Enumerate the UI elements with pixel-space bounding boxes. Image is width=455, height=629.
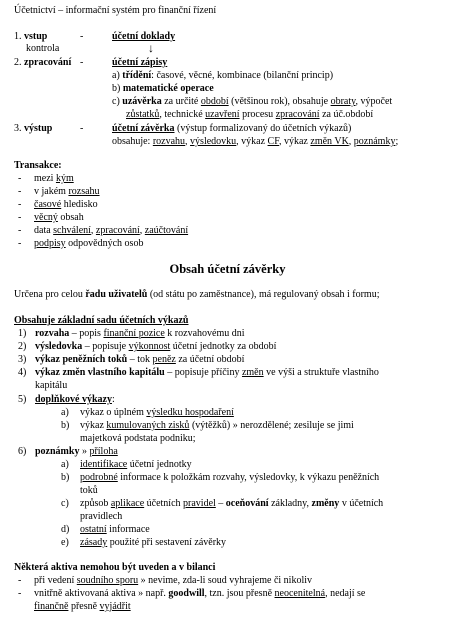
- flow-item-b: b) matematické operace: [112, 83, 214, 94]
- flow-dash: -: [80, 31, 84, 42]
- sublist-item: způsob aplikace účetních pravidel – oceňování základny, změny v účetních: [80, 498, 384, 509]
- transakce-item: podpisy odpovědných osob: [34, 238, 144, 249]
- sublist-letter: e): [61, 537, 69, 548]
- sublist-item: identifikace účetní jednotky: [80, 459, 192, 470]
- list-item-continuation: kapitálu: [35, 380, 68, 391]
- list-number: 6): [18, 446, 27, 457]
- transakce-item: věcný obsah: [34, 212, 84, 223]
- contains-heading: Obsahuje základní sadu účetních výkazů: [14, 315, 189, 326]
- sublist-item: výkaz o úplném výsledku hospodaření: [80, 407, 234, 418]
- sublist-item: podrobné informace k položkám rozvahy, výsledovky, k výkazu peněžních: [80, 472, 380, 483]
- sublist-item-continuation: pravidlech: [80, 511, 123, 522]
- list-dash: -: [18, 238, 22, 249]
- sublist-letter: d): [61, 524, 70, 535]
- transakce-heading: Transakce:: [14, 160, 62, 171]
- flow-item-a: a) třídění: časové, věcné, kombinace (bilanční princip): [112, 70, 334, 81]
- list-number: 1): [18, 328, 27, 339]
- flow-row-3: 3. výstup: [14, 123, 53, 134]
- sublist-letter: b): [61, 472, 70, 483]
- sublist-letter: a): [61, 407, 69, 418]
- list-dash: -: [18, 199, 22, 210]
- flow-doc-2: účetní zápisy: [112, 57, 168, 68]
- list-item: doplňkové výkazy:: [35, 394, 115, 405]
- list-item: výkaz změn vlastního kapitálu – popisuje příčiny změn ve výši a struktuře vlastního: [35, 367, 379, 378]
- flow-row-2: 2. zpracování: [14, 57, 72, 68]
- list-number: 4): [18, 367, 27, 378]
- section-title: Obsah účetní závěrky: [169, 262, 286, 276]
- flow-item-c: c) uzávěrka za určité období (většinou rok), obsahuje obraty, výpočet: [112, 96, 393, 107]
- flow-dash: -: [80, 123, 84, 134]
- sublist-item: ostatní informace: [80, 524, 150, 535]
- bilance-heading: Některá aktiva nemohou být uveden a v bilanci: [14, 562, 216, 573]
- list-item: výsledovka – popisuje výkonnost účetní jednotky za období: [35, 341, 277, 352]
- list-number: 2): [18, 341, 27, 352]
- flow-dash: -: [80, 57, 84, 68]
- bilance-item: vnitřně aktivovaná aktiva » např. goodwill, tzn. jsou přesně neocenitelná, nedají se: [34, 588, 366, 599]
- transakce-item: data schválení, zpracování, zaúčtování: [34, 225, 189, 236]
- sublist-letter: c): [61, 498, 69, 509]
- sublist-letter: b): [61, 420, 70, 431]
- sublist-item-continuation: toků: [80, 485, 98, 496]
- flow-kontrola: kontrola: [26, 43, 60, 54]
- list-item: rozvaha – popis finanční pozice k rozvahovému dni: [35, 328, 245, 339]
- sublist-letter: a): [61, 459, 69, 470]
- list-dash: -: [18, 588, 22, 599]
- flow-item-c-line2: zůstatků, technické uzavření procesu zpracování za úč.období: [126, 109, 374, 120]
- sublist-item-continuation: majetková podstata podniku;: [80, 433, 196, 444]
- list-dash: -: [18, 225, 22, 236]
- flow-row-1: 1. vstup: [14, 31, 48, 42]
- flow-doc-1: účetní doklady: [112, 31, 176, 42]
- list-number: 5): [18, 394, 27, 405]
- list-dash: -: [18, 173, 22, 184]
- list-item: výkaz peněžních toků – tok peněz za účetní období: [35, 354, 245, 365]
- flow-row-3-contents: obsahuje: rozvahu, výsledovku, výkaz CF, výkaz změn VK, poznámky;: [112, 136, 399, 147]
- flow-doc-3: účetní závěrka (výstup formalizovaný do účetních výkazů): [112, 123, 352, 134]
- sublist-item: výkaz kumulovaných zisků (výtěžků) » nerozdělené; zesiluje se jimi: [80, 420, 354, 431]
- sublist-item: zásady použité při sestavení závěrky: [80, 537, 227, 548]
- down-arrow-icon: ↓: [148, 41, 154, 55]
- transakce-item: časové hledisko: [34, 199, 98, 210]
- bilance-item-continuation: finančně přesně vyjádřit: [34, 601, 131, 612]
- list-dash: -: [18, 212, 22, 223]
- list-dash: -: [18, 186, 22, 197]
- transakce-item: mezi kým: [34, 173, 74, 184]
- bilance-item: při vedení soudního sporu » nevime, zda-li soud vyhrajeme či nikoliv: [34, 575, 313, 586]
- page-title: Účetnictví – informační systém pro finanční řízení: [14, 5, 217, 16]
- list-dash: -: [18, 575, 22, 586]
- intro-paragraph: Určena pro celou řadu uživatelů (od státu po zaměstnance), má regulovaný obsah i formu;: [14, 289, 380, 300]
- transakce-item: v jakém rozsahu: [34, 186, 100, 197]
- list-item: poznámky » příloha: [35, 446, 118, 457]
- list-number: 3): [18, 354, 27, 365]
